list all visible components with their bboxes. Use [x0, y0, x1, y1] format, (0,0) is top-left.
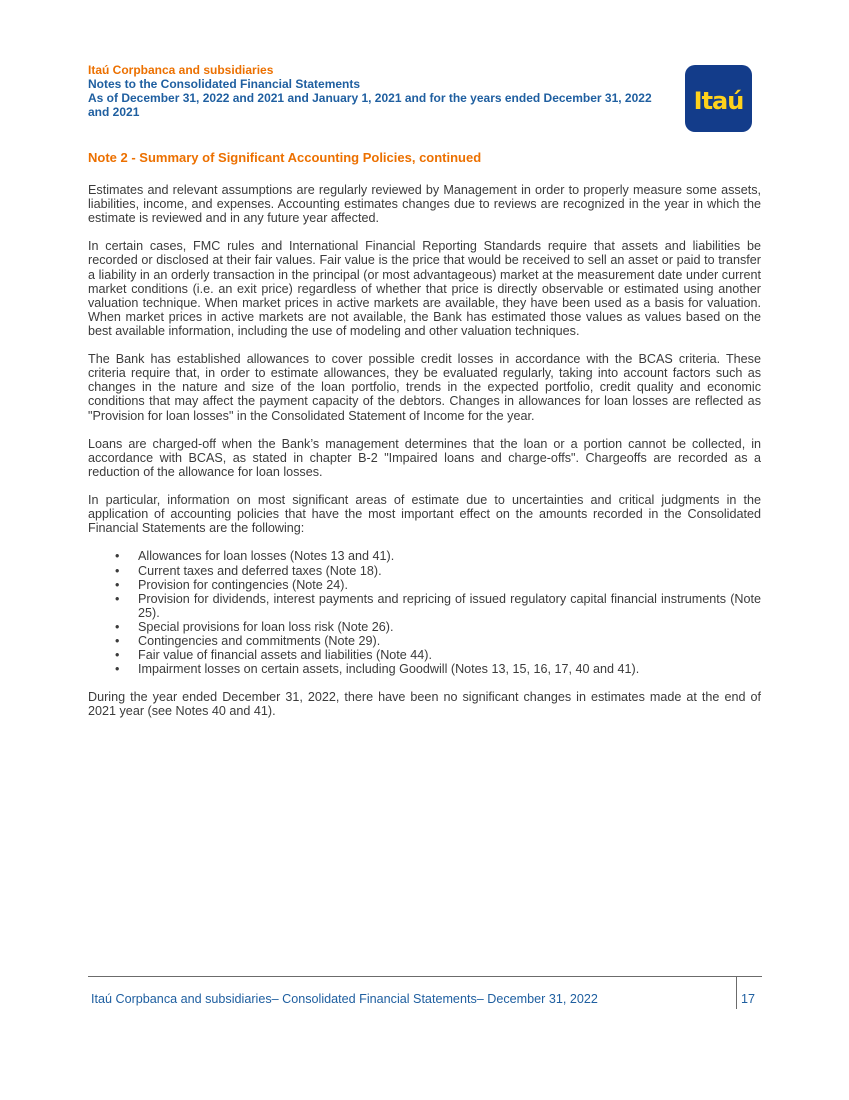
paragraph-fair-value: In certain cases, FMC rules and International Financial Reporting Standards require that assets and liabilities be recorded or disclosed at their fair values. Fair value is the price that would be received to sell an asset or paid to transfer a liability in an orderly transaction in the principal (or most advantageous) market at the measurement date under current market conditions (i.e. an exit price) regardless of whether that price is directly observable or estimated using another valuation technique. When market prices in active markets are available, they have been used as a basis for valuation. When market prices in active markets are not available, the Bank has estimated those values as values based on the best available information, including the use of modeling and other valuation techniques. — [88, 239, 761, 338]
footer-text: Itaú Corpbanca and subsidiaries– Consolidated Financial Statements– December 31, 2022 — [91, 992, 598, 1006]
list-item: • Fair value of financial assets and liabilities (Note 44). — [115, 648, 432, 663]
paragraph-estimates: Estimates and relevant assumptions are regularly reviewed by Management in order to properly measure some assets, liabilities, income, and expenses. Accounting estimates changes due to reviews are recognized in the year in which the estimate is reviewed and in any future year affected. — [88, 183, 761, 226]
logo-text: Itaú — [693, 86, 744, 115]
list-item: • Provision for dividends, interest payments and repricing of issued regulatory capital financial instruments (Note 25). — [115, 591, 761, 620]
list-item: • Provision for contingencies (Note 24). — [115, 577, 348, 592]
header-period-line-1: As of December 31, 2022 and 2021 and January 1, 2021 and for the years ended December 31, 2022 — [88, 91, 652, 105]
paragraph-closing: During the year ended December 31, 2022, there have been no significant changes in estimates made at the end of 2021 year (see Notes 40 and 41). — [88, 690, 761, 719]
bullet-icon: • — [115, 662, 120, 677]
header-period-line-2: and 2021 — [88, 105, 140, 119]
page-number: 17 — [741, 992, 756, 1006]
list-item: • Allowances for loan losses (Notes 13 and 41). — [115, 549, 395, 564]
bullet-icon: • — [115, 619, 120, 634]
bullet-icon: • — [115, 549, 120, 564]
paragraph-charge-offs: Loans are charged-off when the Bank’s management determines that the loan or a portion cannot be collected, in accordance with BCAS, as stated in chapter B-2 "Impaired loans and charge-offs". Chargeoffs are recorded as a reduction of the allowance for loan losses. — [88, 436, 761, 479]
header-company: Itaú Corpbanca and subsidiaries — [88, 63, 274, 77]
estimate-areas-list — [88, 549, 761, 676]
page-header — [88, 63, 688, 119]
bullet-icon: • — [115, 591, 120, 606]
paragraph-significant-areas: In particular, information on most significant areas of estimate due to uncertainties and critical judgments in the application of accounting policies that have the most important effect on the amounts recorded in the Consolidated Financial Statements are the following: — [88, 493, 761, 536]
footer-separator — [736, 976, 737, 1009]
itau-logo — [685, 65, 752, 132]
list-item: • Current taxes and deferred taxes (Note 18). — [115, 563, 382, 578]
list-item: • Contingencies and commitments (Note 29). — [115, 634, 381, 648]
bullet-icon: • — [115, 563, 120, 578]
bullet-icon: • — [115, 634, 120, 648]
bullet-icon: • — [115, 648, 120, 663]
paragraph-allowances: The Bank has established allowances to cover possible credit losses in accordance with the BCAS criteria. These criteria require that, in order to estimate allowances, they be evaluated regularly, taking into account factors such as changes in the nature and size of the loan portfolio, trends in the expected portfolio, credit quality and economic conditions that may affect the payment capacity of the debtors. Changes in allowances for loan losses are reflected as "Provision for loan losses" in the Consolidated Statement of Income for the year. — [88, 352, 761, 423]
note-body — [88, 183, 761, 733]
footer-divider — [88, 976, 762, 977]
header-subtitle: Notes to the Consolidated Financial Statements — [88, 77, 361, 91]
list-item: • Impairment losses on certain assets, including Goodwill (Notes 13, 15, 16, 17, 40 and 41). — [115, 662, 640, 677]
note-title: Note 2 - Summary of Significant Accounting Policies, continued — [88, 150, 482, 165]
list-item: • Special provisions for loan loss risk (Note 26). — [115, 619, 394, 634]
bullet-icon: • — [115, 577, 120, 592]
